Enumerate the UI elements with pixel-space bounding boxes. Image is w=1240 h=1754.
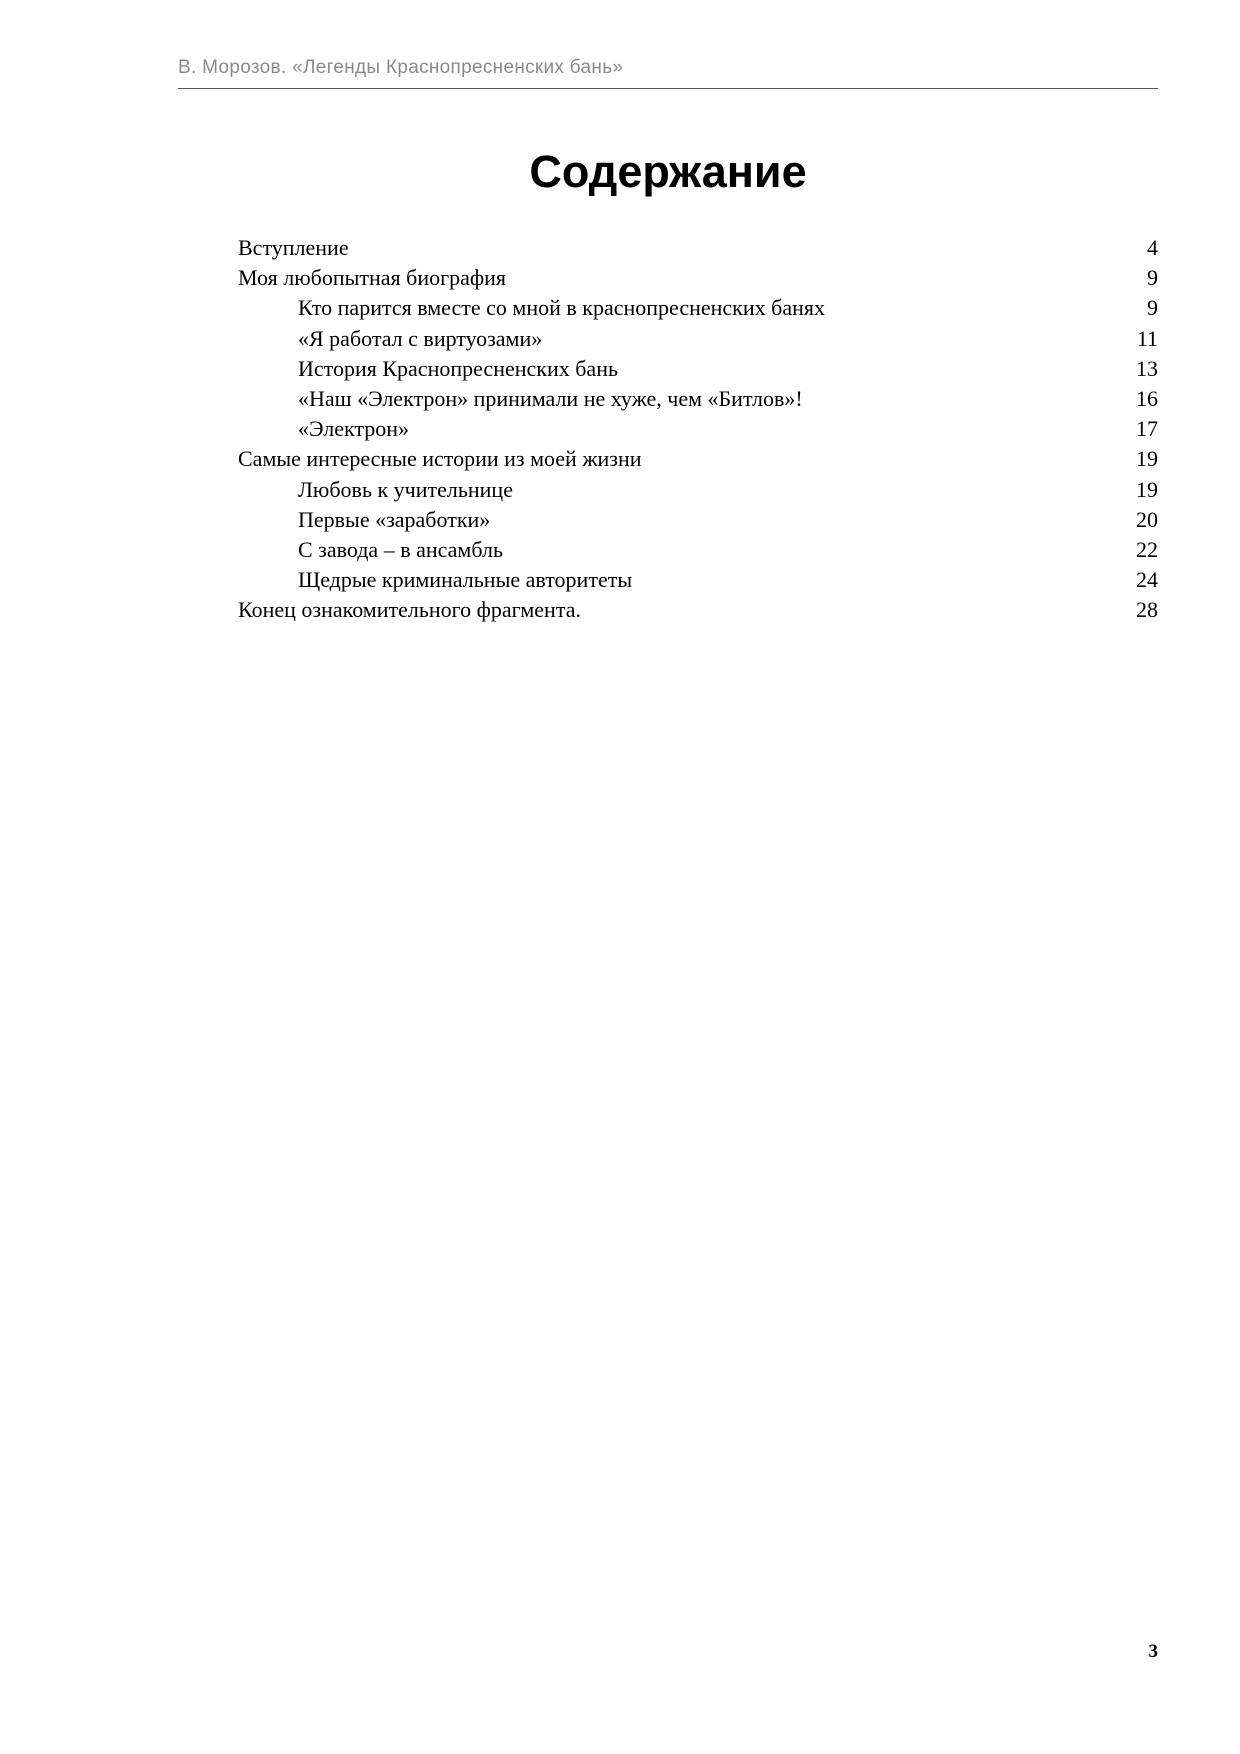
toc-entry-page-number: 11	[1136, 325, 1158, 351]
toc-entry-page-number: 20	[1136, 506, 1158, 532]
toc-entry[interactable]	[238, 505, 1158, 535]
toc-entry[interactable]	[238, 595, 1158, 625]
toc-title: Содержание	[529, 146, 807, 197]
toc-entry-page-number: 28	[1136, 597, 1158, 623]
toc-entry[interactable]	[238, 324, 1158, 354]
toc-entry-page-number: 9	[1147, 265, 1158, 291]
toc-entry[interactable]	[238, 444, 1158, 474]
toc-entry-page-number: 17	[1136, 416, 1158, 442]
toc-entry[interactable]	[238, 414, 1158, 444]
toc-entry-label: Щедрые криминальные авторитеты	[298, 567, 633, 593]
toc-entry-page-number: 9	[1147, 295, 1158, 321]
page-number: 3	[1148, 1641, 1158, 1662]
toc-entry[interactable]	[238, 565, 1158, 595]
toc-entry-page-number: 24	[1136, 567, 1158, 593]
toc-entry[interactable]	[238, 293, 1158, 323]
toc-entry-label: С завода – в ансамбль	[298, 536, 503, 562]
toc-entry-label: История Краснопресненских бань	[298, 355, 618, 381]
table-of-contents	[238, 233, 1158, 625]
running-header: В. Морозов. «Легенды Краснопресненских бань»	[178, 57, 624, 78]
toc-entry[interactable]	[238, 354, 1158, 384]
toc-entry[interactable]	[238, 263, 1158, 293]
toc-entry-label: Самые интересные истории из моей жизни	[238, 446, 642, 472]
toc-entry-page-number: 22	[1136, 536, 1158, 562]
toc-entry-label: Первые «заработки»	[298, 506, 491, 532]
toc-entry[interactable]	[238, 535, 1158, 565]
toc-entry-page-number: 16	[1136, 385, 1158, 411]
toc-entry-page-number: 19	[1136, 446, 1158, 472]
toc-entry[interactable]	[238, 384, 1158, 414]
toc-entry-page-number: 19	[1136, 476, 1158, 502]
toc-entry-page-number: 4	[1147, 235, 1158, 260]
header-divider	[178, 88, 1158, 89]
toc-entry-label: Любовь к учительнице	[298, 476, 513, 502]
toc-entry-label: «Наш «Электрон» принимали не хуже, чем «Битлов»!	[298, 385, 803, 411]
toc-entry-label: Моя любопытная биография	[238, 265, 507, 291]
toc-entry-label: Кто парится вместе со мной в краснопресненских банях	[298, 295, 825, 321]
toc-entry-label: Вступление	[238, 235, 349, 260]
toc-entry-label: Конец ознакомительного фрагмента.	[238, 597, 581, 623]
toc-entry[interactable]	[238, 233, 1158, 263]
toc-entry-label: «Я работал с виртуозами»	[298, 325, 543, 351]
toc-entry-label: «Электрон»	[298, 416, 410, 442]
toc-entry[interactable]	[238, 475, 1158, 505]
toc-entry-page-number: 13	[1136, 355, 1158, 381]
